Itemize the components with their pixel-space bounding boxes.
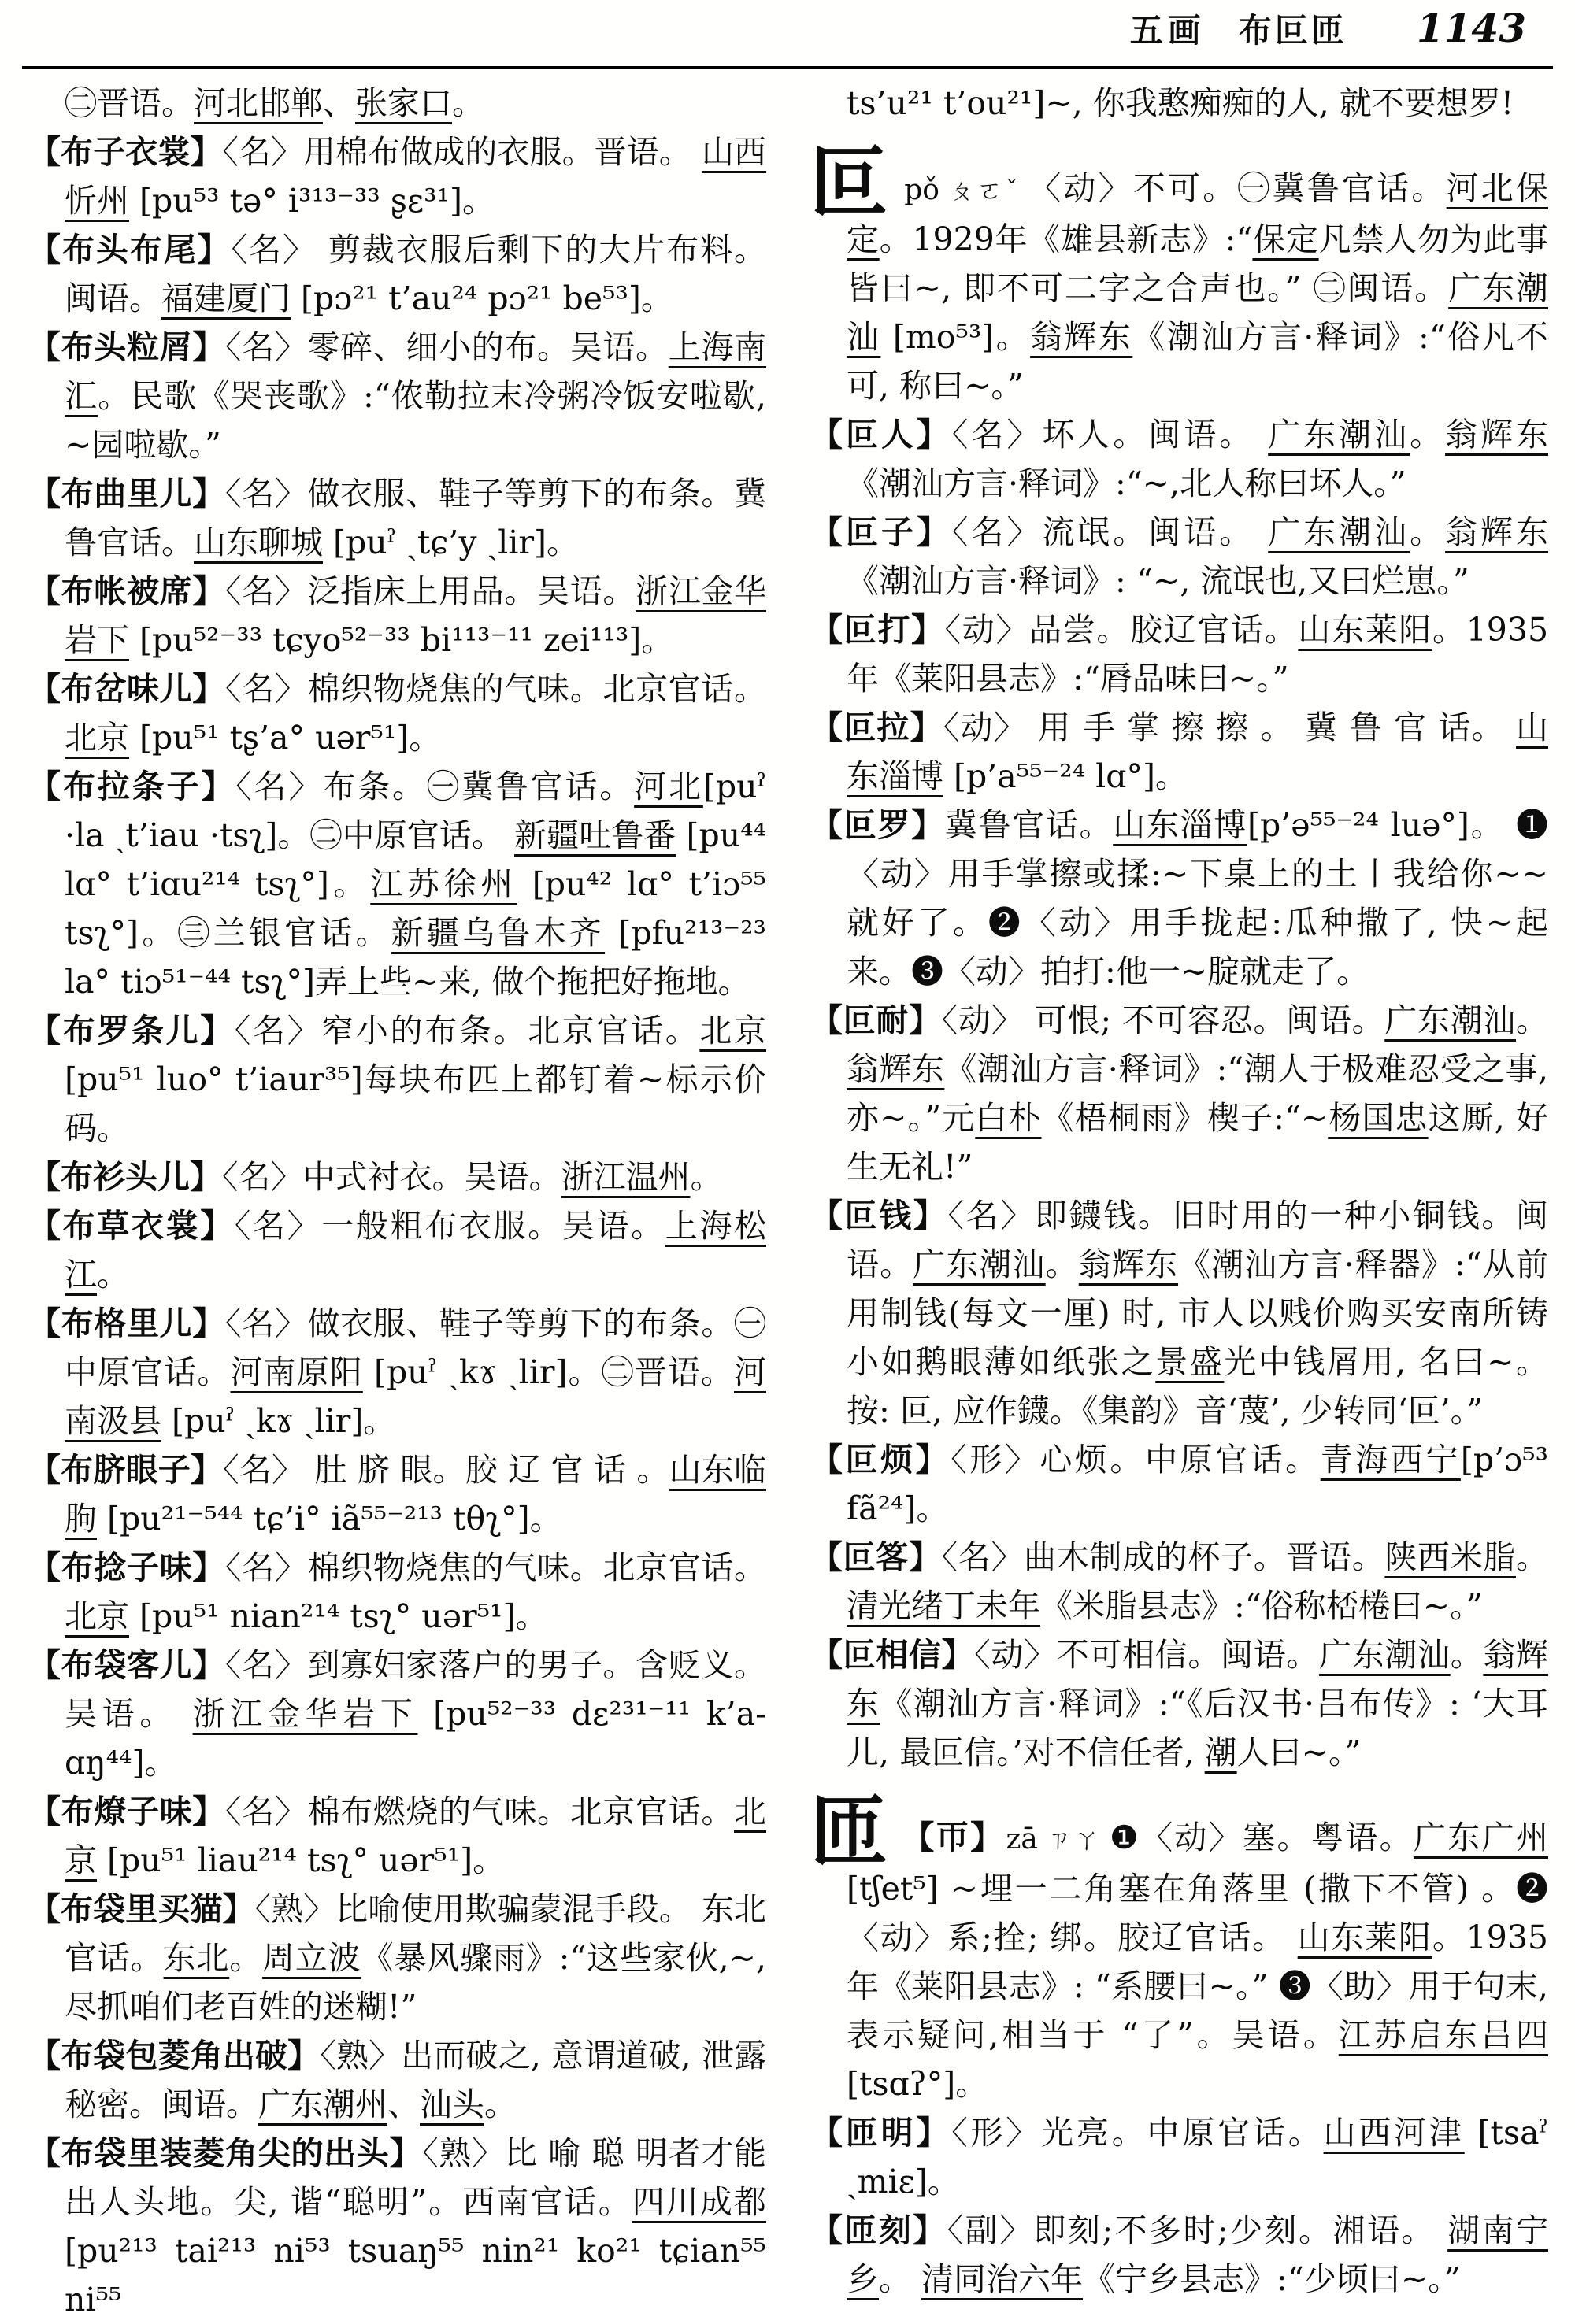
- zhuyin-reading: ㄆㄛˇ: [945, 175, 1021, 205]
- dictionary-entry: [810, 1435, 1548, 1533]
- text-run: 〈动〉 用 手 掌 擦 擦 。 冀 鲁 官 话。: [943, 709, 1517, 746]
- proper-noun: 山东聊城: [194, 524, 323, 561]
- text-run: 〈名〉用棉布做成的衣服。晋语。: [222, 133, 702, 171]
- text-run: 〈熟〉比喻使用欺骗蒙混手段。 东北官话。: [65, 1890, 767, 1977]
- text-run: 。1929年《雄县新志》:“: [879, 220, 1253, 258]
- text-run: 〈名〉零碎、细小的布。吴语。: [224, 328, 669, 366]
- dictionary-entry: [28, 1299, 766, 1445]
- headword: 【布袋包菱角出破】: [28, 2037, 321, 2074]
- dictionary-entry: [810, 410, 1548, 508]
- dictionary-entry: [810, 605, 1548, 703]
- proper-noun: 潮: [1204, 1734, 1237, 1771]
- headword: 【叵笿】: [810, 1538, 942, 1576]
- proper-noun: 景盛: [1155, 1343, 1225, 1381]
- dictionary-entry: [810, 1630, 1548, 1777]
- headword: 【布头布尾】: [28, 231, 232, 268]
- headword: 【布袋里装菱角尖的出头】: [28, 2134, 423, 2172]
- text-run: 〈名〉到寡妇家落户的男子。含贬义。吴语。: [65, 1646, 767, 1733]
- text-run: 。: [1045, 1245, 1079, 1283]
- proper-noun: 广东潮汕: [913, 1245, 1046, 1283]
- proper-noun: 河北邯郸: [194, 84, 323, 122]
- proper-noun: 北京: [699, 1012, 767, 1049]
- text-run: 〈动〉不可。㊀冀鲁官话。: [1028, 169, 1447, 207]
- text-run: 〈形〉光亮。中原官话。: [951, 2114, 1324, 2152]
- text-run: 《宁乡县志》:“少顷曰~。”: [1083, 2260, 1461, 2298]
- dictionary-entry: [810, 703, 1548, 801]
- text-run: 《潮汕方言·释器》:“从前用制钱(每文一厘) 时, 市人以贱价购买安南所铸小如鹅眼薄如纸张之: [847, 1245, 1549, 1381]
- proper-noun: 汕头: [420, 2085, 484, 2123]
- pinyin-reading: zā: [1006, 1823, 1038, 1856]
- text-run: 〈名〉即鑖钱。旧时用的一种小铜钱。闽语。: [847, 1197, 1549, 1283]
- text-run: 凡禁人勿为此事皆曰~, 即不可二字之合声也。” ㊁闽语。: [847, 220, 1549, 307]
- dictionary-entry: [28, 1445, 766, 1543]
- text-run: 《潮汕方言·释词》:“~,北人称曰坏人。”: [847, 464, 1406, 502]
- continuation-text: [28, 79, 766, 128]
- text-run: [pu⁴⁴ lɑ° t’iɑu²¹⁴ tsʅ°]。: [65, 816, 766, 903]
- proper-noun: 四川成都: [632, 2183, 766, 2221]
- headword: 【叵罗】: [810, 806, 945, 844]
- dictionary-entry: [810, 2206, 1548, 2304]
- text-run: 。: [1410, 416, 1446, 453]
- text-run: 《梧桐雨》楔子:“~: [1041, 1099, 1329, 1137]
- proper-noun: 广东潮汕: [1268, 513, 1410, 551]
- proper-noun: 河南汲县: [65, 1353, 767, 1440]
- proper-noun: 江苏启东吕四: [1338, 2016, 1548, 2054]
- proper-noun: 新疆乌鲁木齐: [391, 914, 606, 952]
- text-run: 人曰~。”: [1236, 1734, 1362, 1771]
- text-run: 。民歌《哭丧歌》:“侬勒拉末冷粥冷饭安啦歇, ~园啦歇。”: [65, 377, 766, 464]
- proper-noun: 白朴: [975, 1099, 1042, 1137]
- text-run: [puˀ ·la ˏt’iau ·tsʅ]。㊁中原官话。: [65, 768, 767, 854]
- stroke-section-label: 五画: [1129, 11, 1206, 50]
- text-run: [p’ɔ⁵³ fã²⁴]。: [847, 1441, 1548, 1527]
- text-run: 〈名〉中式衬衣。吴语。: [222, 1158, 561, 1196]
- text-run: [p’a⁵⁵⁻²⁴ lɑ°]。: [943, 757, 1188, 795]
- headword: 【布袋客儿】: [28, 1646, 225, 1684]
- dictionary-entry: [28, 1201, 766, 1299]
- proper-noun: 翁辉东: [1445, 513, 1549, 551]
- text-run: 、: [323, 84, 355, 122]
- headword: 【布燎子味】: [28, 1793, 225, 1830]
- text-run: 〈熟〉出而破之, 意谓道破, 泄露秘密。闽语。: [65, 2037, 767, 2123]
- text-run: [pu²¹⁻⁵⁴⁴ tɕ’i° iã⁵⁵⁻²¹³ tθʅ°]。: [97, 1500, 562, 1538]
- text-run: 光中钱屑用, 名曰~。按: 叵, 应作鑖。《集韵》音‘蔑’, 少转同‘叵’。”: [847, 1343, 1549, 1430]
- text-run: 《潮汕方言·释词》: “~, 流氓也,又曰烂崽。”: [847, 562, 1469, 600]
- dictionary-entry: [28, 1543, 766, 1641]
- text-columns: [28, 79, 1548, 2324]
- proper-noun: 周立波: [262, 1939, 361, 1977]
- dictionary-entry: [810, 996, 1548, 1191]
- text-run: 〈副〉即刻;不多时;少刻。湘语。: [947, 2211, 1448, 2249]
- variant-form: 【帀】: [902, 1819, 1005, 1856]
- text-run: 《潮汕方言·释词》:“《后汉书·吕布传》: ‘大耳儿, 最叵信。’对不信任者,: [847, 1685, 1549, 1771]
- text-run: 。: [690, 1158, 723, 1196]
- text-run: 冀鲁官话。: [944, 806, 1114, 844]
- proper-noun: 青海西宁: [1320, 1441, 1461, 1478]
- text-run: [pu²¹³ tai²¹³ ni⁵³ tsuaŋ⁵⁵ nin²¹ ko²¹ tɕian⁵⁵ ni⁵⁵: [65, 2232, 766, 2318]
- text-run: 《潮汕方言·释词》:“俗凡不可, 称曰~。”: [847, 318, 1548, 405]
- text-run: 《米脂县志》:“俗称桮棬曰~。”: [1040, 1587, 1483, 1625]
- text-run: 这厮, 好生无礼!”: [847, 1099, 1548, 1186]
- proper-noun: 北京: [65, 719, 129, 757]
- text-run: [mo⁵³]。: [880, 318, 1031, 356]
- headword: 【叵钱】: [810, 1197, 948, 1234]
- proper-noun: 清同治六年: [921, 2260, 1084, 2298]
- right-column: [810, 79, 1548, 2324]
- text-run: 〈名〉泛指床上用品。吴语。: [224, 572, 636, 610]
- text-run: [pu⁵³ tə° i³¹³⁻³³ ʂɛ³¹]。: [129, 182, 495, 220]
- text-run: 《暴风骤雨》:“这些家伙,~,尽抓咱们老百姓的迷糊!”: [65, 1939, 767, 2026]
- proper-noun: 张家口: [355, 84, 452, 122]
- proper-noun: 翁辉东: [1030, 318, 1133, 356]
- headword: 【布子衣裳】: [28, 133, 223, 171]
- text-run: 〈动〉不可相信。闽语。: [974, 1636, 1320, 1674]
- text-run: 〈名〉做衣服、鞋子等剪下的布条。冀鲁官话。: [65, 475, 767, 561]
- text-run: 〈熟〉比 喻 聪 明者才能出人头地。尖, 谐“聪明”。西南官话。: [65, 2134, 766, 2221]
- headword: 【布脐眼子】: [28, 1451, 224, 1489]
- text-run: [puˀ ˏkɤ ˏlir]。: [161, 1402, 396, 1440]
- proper-noun: 山西河津: [1323, 2114, 1465, 2152]
- headword: 【叵人】: [810, 416, 952, 453]
- headword: 【布曲里儿】: [28, 475, 225, 513]
- continuation-text: [810, 79, 1548, 128]
- headword: 【匝明】: [810, 2114, 952, 2152]
- page-number: 1143: [1416, 5, 1526, 51]
- proper-noun: 上海松江: [65, 1207, 767, 1293]
- headword: 【布衫头儿】: [28, 1158, 222, 1196]
- proper-noun: 河北: [634, 768, 703, 805]
- dictionary-entry: [28, 1006, 766, 1153]
- text-run: [tʃet⁵] ~埋一二角塞在角落里 (撒下不管) 。❷〈动〉系;拴; 绑。胶辽官话。: [847, 1870, 1548, 1956]
- headword: 【布草衣裳】: [28, 1207, 235, 1245]
- dictionary-entry: [28, 2031, 766, 2129]
- left-column: [28, 79, 766, 2324]
- text-run: 〈名〉做衣服、鞋子等剪下的布条。㊀中原官话。: [65, 1304, 767, 1391]
- text-run: 〈名〉 肚 脐 眼。胶 辽 官 话 。: [223, 1451, 669, 1489]
- headword: 【叵拉】: [810, 709, 943, 746]
- text-run: 〈形〉心烦。中原官话。: [951, 1441, 1321, 1478]
- proper-noun: 东北: [163, 1939, 230, 1977]
- proper-noun: 山东临朐: [65, 1451, 766, 1538]
- headword: 【叵打】: [810, 611, 945, 649]
- headword: 【布格里儿】: [28, 1304, 225, 1342]
- proper-noun: 杨国忠: [1328, 1099, 1429, 1137]
- proper-noun: 上海南汇: [65, 328, 767, 415]
- text-run: [pu⁵²⁻³³ dɛ²³¹⁻¹¹ k’a-ɑŋ⁴⁴]。: [65, 1695, 766, 1782]
- headword: 【叵烦】: [810, 1441, 951, 1478]
- dictionary-entry: [810, 1191, 1548, 1435]
- proper-noun: 河南原阳: [230, 1353, 363, 1391]
- proper-noun: 北京: [65, 1597, 129, 1635]
- proper-noun: 浙江温州: [561, 1158, 691, 1196]
- head-characters-label: 布叵匝: [1238, 11, 1347, 50]
- proper-noun: 山西忻州: [65, 133, 767, 220]
- dictionary-entry: [28, 567, 766, 664]
- text-run: 。: [1450, 1636, 1484, 1674]
- page-header: [32, 5, 1526, 52]
- text-run: 〈名〉棉织物烧焦的气味。北京官话。: [224, 670, 767, 708]
- text-run: [pu⁵¹ nian²¹⁴ tsʅ° uər⁵¹]。: [129, 1597, 548, 1635]
- headword: 【布岔味儿】: [28, 670, 225, 708]
- proper-noun: 翁辉东: [1078, 1245, 1179, 1283]
- proper-noun: 河北保定: [847, 169, 1549, 258]
- proper-noun: 广东潮汕: [847, 269, 1548, 356]
- dictionary-entry: [810, 2108, 1548, 2206]
- proper-noun: 江苏徐州: [370, 865, 517, 903]
- dictionary-entry: [28, 469, 766, 567]
- text-run: 。1935年《莱阳县志》: “系腰曰~。” ❸〈助〉用于句末,表示疑问,相当于 “了”。吴语。: [847, 1919, 1548, 2054]
- text-run: [p’ə⁵⁵⁻²⁴ luə°]。 ❶〈动〉用手掌擦或揉:~下桌上的土丨我给你~~就好了。❷〈动〉用手拢起:瓜种撒了, 快~起来。❸〈动〉拍打:他一~腚就走了。: [847, 806, 1549, 990]
- proper-noun: 山东莱阳: [1297, 1919, 1432, 1956]
- dictionary-entry: [28, 323, 766, 469]
- proper-noun: 陕西米脂: [1384, 1538, 1517, 1576]
- text-run: 。1935年《莱阳县志》:“脣品味曰~。”: [847, 611, 1549, 698]
- text-run: [tsɑʔ°]。: [847, 2065, 988, 2103]
- text-run: [tsaˀ ˏmiɛ]。: [847, 2114, 1548, 2200]
- zhuyin-reading: ㄗㄚ: [1043, 1824, 1102, 1855]
- pinyin-reading: pǒ: [904, 174, 939, 206]
- text-run: 。: [1516, 1001, 1548, 1039]
- text-run: [pɔ²¹ t’au²⁴ pɔ²¹ be⁵³]。: [291, 279, 673, 317]
- text-run: [pfu²¹³⁻²³ la° tiɔ⁵¹⁻⁴⁴ tsʅ°]弄上些~来, 做个拖把好拖地。: [65, 914, 766, 1001]
- text-run: 〈动〉品尝。胶辽官话。: [944, 611, 1299, 649]
- head-character: 叵: [810, 137, 891, 228]
- headword: 【叵相信】: [810, 1636, 975, 1674]
- text-run: [pu⁴² lɑ° t’iɔ⁵⁵ tsʅ°]。㊂兰银官话。: [65, 865, 766, 952]
- dictionary-entry: [810, 1533, 1548, 1630]
- text-run: 。: [879, 2260, 922, 2298]
- text-run: [pu⁵¹ liau²¹⁴ tsʅ° uər⁵¹]。: [97, 1841, 506, 1879]
- dictionary-entry: [28, 128, 766, 225]
- text-run: 。: [97, 1256, 129, 1293]
- text-run: 。: [484, 2085, 517, 2123]
- text-run: ts’u²¹ t’ou²¹]~, 你我憨痴痴的人, 就不要想罗!: [847, 84, 1514, 122]
- proper-noun: 清光绪丁未年: [847, 1587, 1040, 1625]
- text-run: 。: [452, 84, 484, 122]
- proper-noun: 广东潮汕: [1268, 416, 1410, 453]
- proper-noun: 北京: [65, 1793, 767, 1879]
- headword: 【匝刻】: [810, 2211, 947, 2249]
- dictionary-entry: [28, 2129, 766, 2324]
- proper-noun: 广东潮汕: [1384, 1001, 1516, 1039]
- text-run: 、: [387, 2085, 420, 2123]
- text-run: 〈名〉 剪裁衣服后剩下的大片布料。 闽语。: [65, 231, 767, 317]
- text-run: [pu⁵¹ luo° t’iaur³⁵]每块布匹上都钉着~标示价码。: [65, 1060, 766, 1147]
- proper-noun: 山东莱阳: [1298, 611, 1433, 649]
- text-run: [pu⁵²⁻³³ tɕyo⁵²⁻³³ bi¹¹³⁻¹¹ zei¹¹³]。: [129, 621, 674, 659]
- proper-noun: 广东广州: [1413, 1819, 1548, 1856]
- headword: 【布帐被席】: [28, 572, 225, 610]
- text-run: 。: [229, 1939, 263, 1977]
- dictionary-entry: [810, 801, 1548, 996]
- dictionary-entry: [28, 1153, 766, 1201]
- headword: 【布捻子味】: [28, 1549, 225, 1586]
- proper-noun: 翁辉东: [1445, 416, 1549, 453]
- headword: 【布罗条儿】: [28, 1012, 235, 1049]
- text-run: 〈名〉一般粗布衣服。吴语。: [234, 1207, 665, 1245]
- text-run: [puˀ ˏkɤ ˏlir]。㊁晋语。: [362, 1353, 735, 1391]
- proper-noun: 浙江金华岩下: [65, 572, 767, 659]
- proper-noun: 福建厦门: [161, 279, 291, 317]
- text-run: 〈名〉棉织物烧焦的气味。北京官话。: [224, 1549, 767, 1586]
- proper-noun: 浙江金华岩下: [192, 1695, 418, 1733]
- proper-noun: 保定: [1252, 220, 1319, 258]
- text-run: 〈名〉坏人。闽语。: [951, 416, 1269, 453]
- proper-noun: 山东淄博: [847, 709, 1549, 795]
- headword: 【布头粒屑】: [28, 328, 225, 366]
- text-run: 〈动〉 可恨; 不可容忍。闽语。: [941, 1001, 1385, 1039]
- proper-noun: 广东潮州: [258, 2085, 387, 2123]
- head-character: 匝: [810, 1786, 890, 1877]
- text-run: 《潮汕方言·释词》:“潮人于极难忍受之事, 亦~。”元: [847, 1050, 1548, 1137]
- proper-noun: 湖南宁乡: [847, 2211, 1549, 2298]
- dictionary-entry: [28, 225, 766, 323]
- text-run: 〈名〉窄小的布条。北京官话。: [234, 1012, 700, 1049]
- text-run: ❶〈动〉塞。粤语。: [1109, 1819, 1414, 1856]
- dictionary-entry: [28, 762, 766, 1006]
- proper-noun: 山东淄博: [1113, 806, 1247, 844]
- dictionary-entry: [28, 1641, 766, 1787]
- text-run: 〈名〉曲木制成的杯子。晋语。: [941, 1538, 1385, 1576]
- text-run: [pu⁵¹ tʂ’a° uər⁵¹]。: [129, 719, 442, 757]
- proper-noun: 翁辉东: [847, 1050, 945, 1088]
- character-entry: [810, 1786, 1548, 2108]
- headword: 【叵子】: [810, 513, 952, 551]
- dictionary-entry: [28, 664, 766, 762]
- proper-noun: 翁辉东: [847, 1636, 1549, 1723]
- proper-noun: 广东潮汕: [1319, 1636, 1451, 1674]
- proper-noun: 新疆吐鲁番: [514, 816, 676, 854]
- text-run: ㊁晋语。: [65, 84, 194, 122]
- headword: 【布拉条子】: [28, 768, 236, 805]
- text-run: 。: [1516, 1538, 1549, 1576]
- text-run: 〈名〉棉布燃烧的气味。北京官话。: [224, 1793, 735, 1830]
- text-run: 〈名〉流氓。闽语。: [951, 513, 1269, 551]
- dictionary-entry: [810, 508, 1548, 605]
- headword: 【叵耐】: [810, 1001, 942, 1039]
- character-entry: [810, 137, 1549, 410]
- dictionary-entry: [28, 1885, 766, 2031]
- dictionary-entry: [28, 1787, 766, 1885]
- text-run: 。: [1410, 513, 1446, 551]
- text-run: [puˀ ˏtɕ’y ˏlir]。: [323, 524, 579, 561]
- headword: 【布袋里买猫】: [28, 1890, 255, 1928]
- text-run: 〈名〉布条。㊀冀鲁官话。: [235, 768, 635, 805]
- header-divider-rule: [22, 66, 1553, 69]
